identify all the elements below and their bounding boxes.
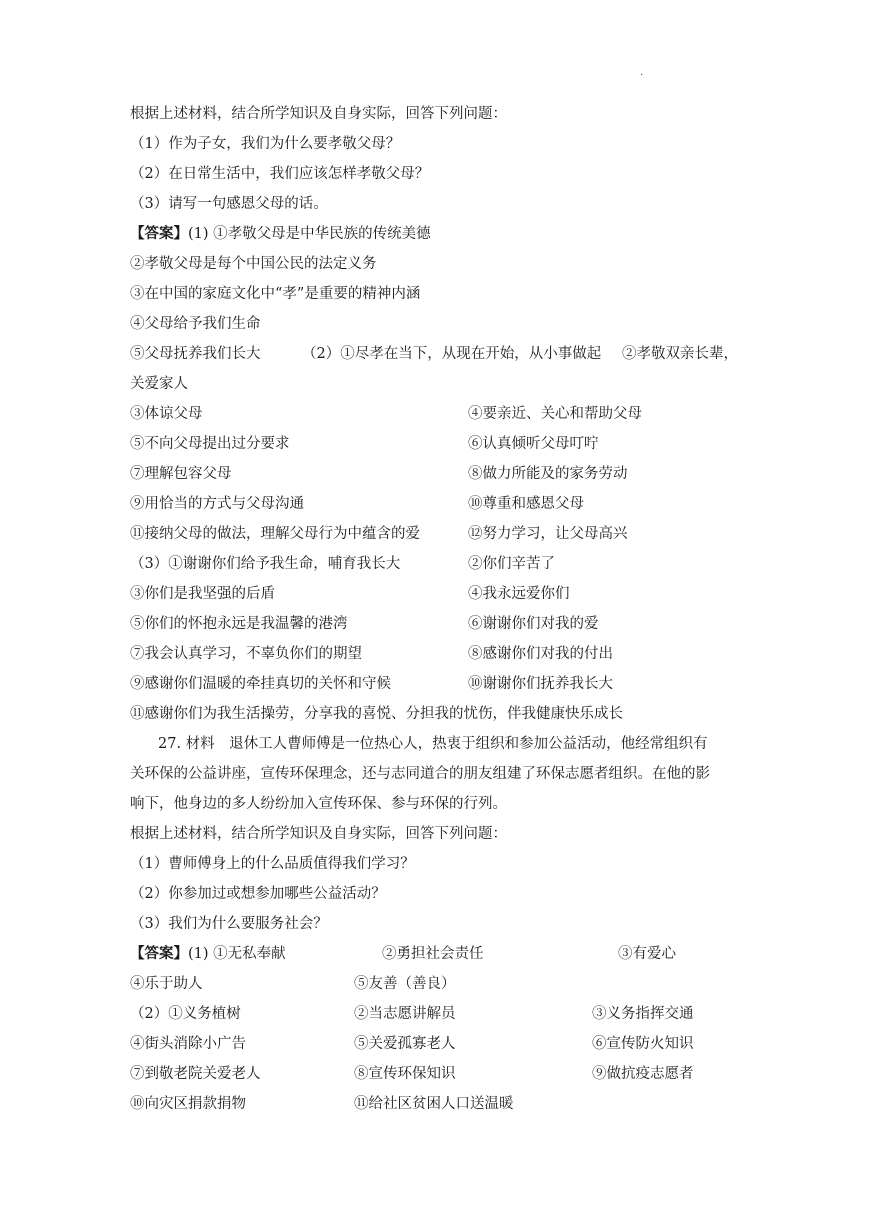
q27-material: 响下，他身边的多人纷纷加入宣传环保、参与环保的行列。	[130, 796, 507, 812]
q27-question-2: （2）你参加过或想参加哪些公益活动？	[130, 886, 386, 902]
q27-intro: 根据上述材料，结合所学知识及自身实际，回答下列问题：	[130, 826, 507, 842]
answer-label: 【答案】	[130, 225, 188, 242]
list-item: ⑪给社区贫困人口送温暖	[354, 1096, 514, 1112]
q26-a1-line: ②孝敬父母是每个中国公民的法定义务	[130, 256, 377, 272]
q27-a2-row	[130, 1094, 770, 1114]
q26-a3-pair	[130, 644, 770, 664]
q26-a2-pair	[130, 494, 770, 514]
q27-a2-row	[130, 1004, 770, 1024]
q26-a3-last: ⑪感谢你们为我生活操劳，分享我的喜悦、分担我的忧伤，伴我健康快乐成长	[130, 706, 623, 722]
list-item: ⑪接纳父母的做法，理解父母行为中蕴含的爱	[130, 526, 420, 542]
q27-question-3: （3）我们为什么要服务社会？	[130, 916, 328, 932]
q26-intro: 根据上述材料，结合所学知识及自身实际，回答下列问题：	[130, 106, 507, 122]
q26-a3-pair	[130, 674, 770, 694]
q26-a1-a2-row	[130, 344, 770, 364]
q26-a2-start: （2）①尽孝在当下，从现在开始，从小事做起	[302, 346, 602, 362]
q26-a1-first: (1) ①孝敬父母是中华民族的传统美德	[188, 226, 431, 242]
q27-a2-row	[130, 1064, 770, 1084]
list-item: ③体谅父母	[130, 406, 203, 422]
list-item: ②当志愿讲解员	[354, 1006, 456, 1022]
list-item: ④街头消除小广告	[130, 1036, 246, 1052]
list-item: ⑥宣传防火知识	[592, 1036, 694, 1052]
list-item: ⑥认真倾听父母叮咛	[468, 436, 599, 452]
list-item: ②勇担社会责任	[382, 946, 484, 962]
q26-a2-cont: 关爱家人	[130, 376, 188, 392]
list-item: ④乐于助人	[130, 976, 203, 992]
q27-answer-row-1	[130, 944, 770, 964]
q27-material: 27. 材料 退休工人曹师傅是一位热心人，热衷于组织和参加公益活动，他经常组织有	[158, 736, 708, 752]
q26-a2-start-b: ②孝敬双亲长辈，	[622, 346, 738, 362]
answer-label: 【答案】	[130, 945, 188, 962]
list-item: ④我永远爱你们	[468, 586, 570, 602]
q26-a1-last: ⑤父母抚养我们长大	[130, 346, 261, 362]
list-item: ⑩谢谢你们抚养我长大	[468, 676, 613, 692]
list-item: ⑧宣传环保知识	[354, 1066, 456, 1082]
list-item: ⑩尊重和感恩父母	[468, 496, 584, 512]
q26-a2-pair	[130, 524, 770, 544]
q27-a2-row	[130, 1034, 770, 1054]
list-item: ⑤你们的怀抱永远是我温馨的港湾	[130, 616, 348, 632]
list-item: ⑦我会认真学习，不辜负你们的期望	[130, 646, 362, 662]
list-item: （2）①义务植树	[130, 1006, 241, 1022]
list-item: ⑨做抗疫志愿者	[592, 1066, 694, 1082]
q26-a2-pair	[130, 464, 770, 484]
q26-answer-row-1	[130, 224, 770, 244]
q26-a3-pair	[130, 614, 770, 634]
q27-question-1: （1）曹师傅身上的什么品质值得我们学习？	[130, 856, 415, 872]
list-item: ⑤友善（善良）	[354, 976, 456, 992]
list-item: ④要亲近、关心和帮助父母	[468, 406, 642, 422]
list-item: ⑨感谢你们温暖的牵挂真切的关怀和守候	[130, 676, 391, 692]
q26-a1-line: ④父母给予我们生命	[130, 316, 261, 332]
q26-a2-pair	[130, 404, 770, 424]
list-item: ⑥谢谢你们对我的爱	[468, 616, 599, 632]
list-item: ⑧做力所能及的家务劳动	[468, 466, 628, 482]
list-item: (1) ①无私奉献	[188, 946, 286, 962]
list-item: ⑤关爱孤寡老人	[354, 1036, 456, 1052]
list-item: ③有爱心	[618, 946, 676, 962]
header-dot: ·	[640, 70, 644, 81]
list-item: ②你们辛苦了	[468, 556, 555, 572]
list-item: ③你们是我坚强的后盾	[130, 586, 275, 602]
q26-a1-line: ③在中国的家庭文化中“孝”是重要的精神内涵	[130, 286, 421, 302]
list-item: ③义务指挥交通	[592, 1006, 694, 1022]
list-item: ⑧感谢你们对我的付出	[468, 646, 613, 662]
list-item: ⑩向灾区捐款捐物	[130, 1096, 246, 1112]
list-item: ⑤不向父母提出过分要求	[130, 436, 290, 452]
list-item: ⑫努力学习，让父母高兴	[468, 526, 628, 542]
q27-answer-row-2	[130, 974, 770, 994]
q26-question-3: （3）请写一句感恩父母的话。	[130, 196, 328, 212]
list-item: ⑦到敬老院关爱老人	[130, 1066, 261, 1082]
q26-question-2: （2）在日常生活中，我们应该怎样孝敬父母？	[130, 166, 430, 182]
list-item: ⑨用恰当的方式与父母沟通	[130, 496, 304, 512]
q26-question-1: （1）作为子女，我们为什么要孝敬父母？	[130, 136, 401, 152]
q27-material: 关环保的公益讲座，宣传环保理念，还与志同道合的朋友组建了环保志愿者组织。在他的影	[130, 766, 710, 782]
q26-a3-pair	[130, 584, 770, 604]
q26-a3-pair	[130, 554, 770, 574]
q27-answer-group	[130, 944, 286, 964]
list-item: （3）①谢谢你们给予我生命，哺育我长大	[130, 556, 401, 572]
list-item: ⑦理解包容父母	[130, 466, 232, 482]
q26-a2-pair	[130, 434, 770, 454]
